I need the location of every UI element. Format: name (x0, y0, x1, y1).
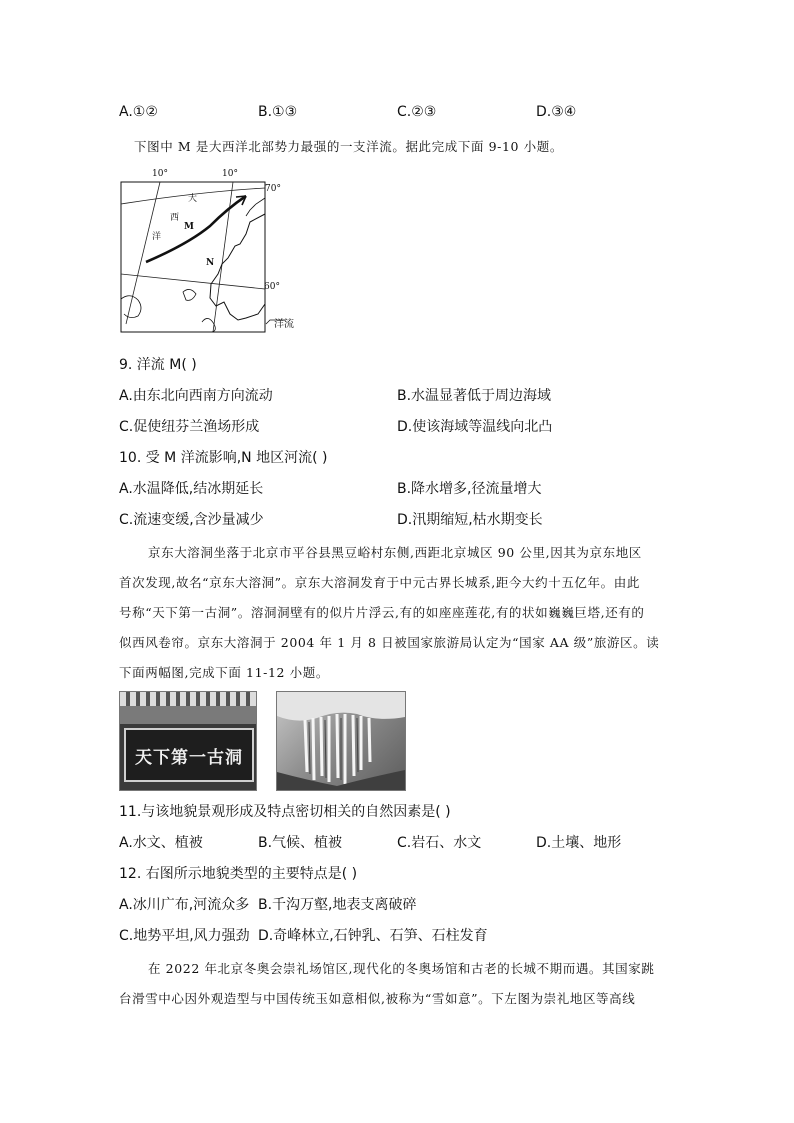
q11-stem: 11.与该地貌景观形成及特点密切相关的自然因素是( ) (119, 804, 451, 820)
ocean-char-1: 大 (188, 194, 198, 204)
lat-label-70: 70° (265, 184, 281, 194)
q9-option-a: A.由东北向西南方向流动 (119, 388, 273, 404)
lon-label-1: 10° (152, 169, 168, 179)
q11-option-b: B.气候、植被 (258, 835, 343, 851)
region-n-label: N (206, 258, 215, 268)
passage-line-3: 号称“天下第一古洞”。溶洞洞壁有的似片片浮云,有的如座座莲花,有的状如巍巍巨塔,还有的 (119, 605, 645, 620)
ocean-char-3: 洋 (152, 232, 162, 242)
q10-option-a: A.水温降低,结冰期延长 (119, 481, 264, 497)
next-passage-line-2: 台滑雪中心因外观造型与中国传统玉如意相似,被称为“雪如意”。下左图为崇礼地区等高线 (119, 991, 636, 1006)
legend-label: 洋流 (274, 319, 294, 330)
option-b: B.①③ (258, 104, 298, 120)
ocean-current-map (118, 169, 308, 334)
map-drawing (118, 174, 308, 334)
q11-option-c: C.岩石、水文 (397, 835, 482, 851)
q12-option-a: A.冰川广布,河流众多 (119, 897, 250, 913)
q10-option-d: D.汛期缩短,枯水期变长 (397, 512, 543, 528)
q10-option-b: B.降水增多,径流量增大 (397, 481, 542, 497)
current-m-label: M (184, 222, 194, 232)
ocean-char-2: 西 (170, 213, 180, 223)
option-d: D.③④ (536, 104, 577, 120)
q9-option-d: D.使该海域等温线向北凸 (397, 419, 553, 435)
lon-label-2: 10° (222, 169, 238, 179)
stalactite-drawing (277, 692, 405, 790)
passage-line-5: 下面两幅图,完成下面 11-12 小题。 (119, 665, 329, 680)
option-c: C.②③ (397, 104, 437, 120)
q11-option-a: A.水文、植被 (119, 835, 203, 851)
q9-option-b: B.水温显著低于周边海域 (397, 388, 552, 404)
passage-line-1: 京东大溶洞坐落于北京市平谷县黑豆峪村东侧,西距北京城区 90 公里,因其为京东地区 (148, 545, 642, 560)
stalactite-photo (276, 691, 406, 791)
intro-9-10: 下图中 M 是大西洋北部势力最强的一支洋流。据此完成下面 9-10 小题。 (134, 139, 563, 154)
q10-option-c: C.流速变缓,含沙量减少 (119, 512, 264, 528)
plaque-text: 天下第一古洞 (135, 748, 243, 768)
q11-option-d: D.土壤、地形 (536, 835, 622, 851)
q12-option-c: C.地势平坦,风力强劲 (119, 928, 250, 944)
q9-stem: 9. 洋流 M( ) (119, 357, 197, 373)
q10-stem: 10. 受 M 洋流影响,N 地区河流( ) (119, 450, 328, 466)
option-a: A.①② (119, 104, 158, 120)
q12-stem: 12. 右图所示地貌类型的主要特点是( ) (119, 866, 358, 882)
q12-option-d: D.奇峰林立,石钟乳、石笋、石柱发育 (258, 928, 488, 944)
next-passage-line-1: 在 2022 年北京冬奥会崇礼场馆区,现代化的冬奥场馆和古老的长城不期而遇。其国家跳 (148, 961, 655, 976)
q12-option-b: B.千沟万壑,地表支离破碎 (258, 897, 417, 913)
q9-option-c: C.促使纽芬兰渔场形成 (119, 419, 260, 435)
passage-line-4: 似西风卷帘。京东大溶洞于 2004 年 1 月 8 日被国家旅游局认定为“国家 AA 级”旅游区。读 (119, 635, 660, 650)
passage-line-2: 首次发现,故名“京东大溶洞”。京东大溶洞发育于中元古界长城系,距今大约十五亿年。由此 (119, 575, 640, 590)
cave-plaque-photo (119, 691, 257, 791)
lat-label-60: 60° (264, 282, 280, 292)
